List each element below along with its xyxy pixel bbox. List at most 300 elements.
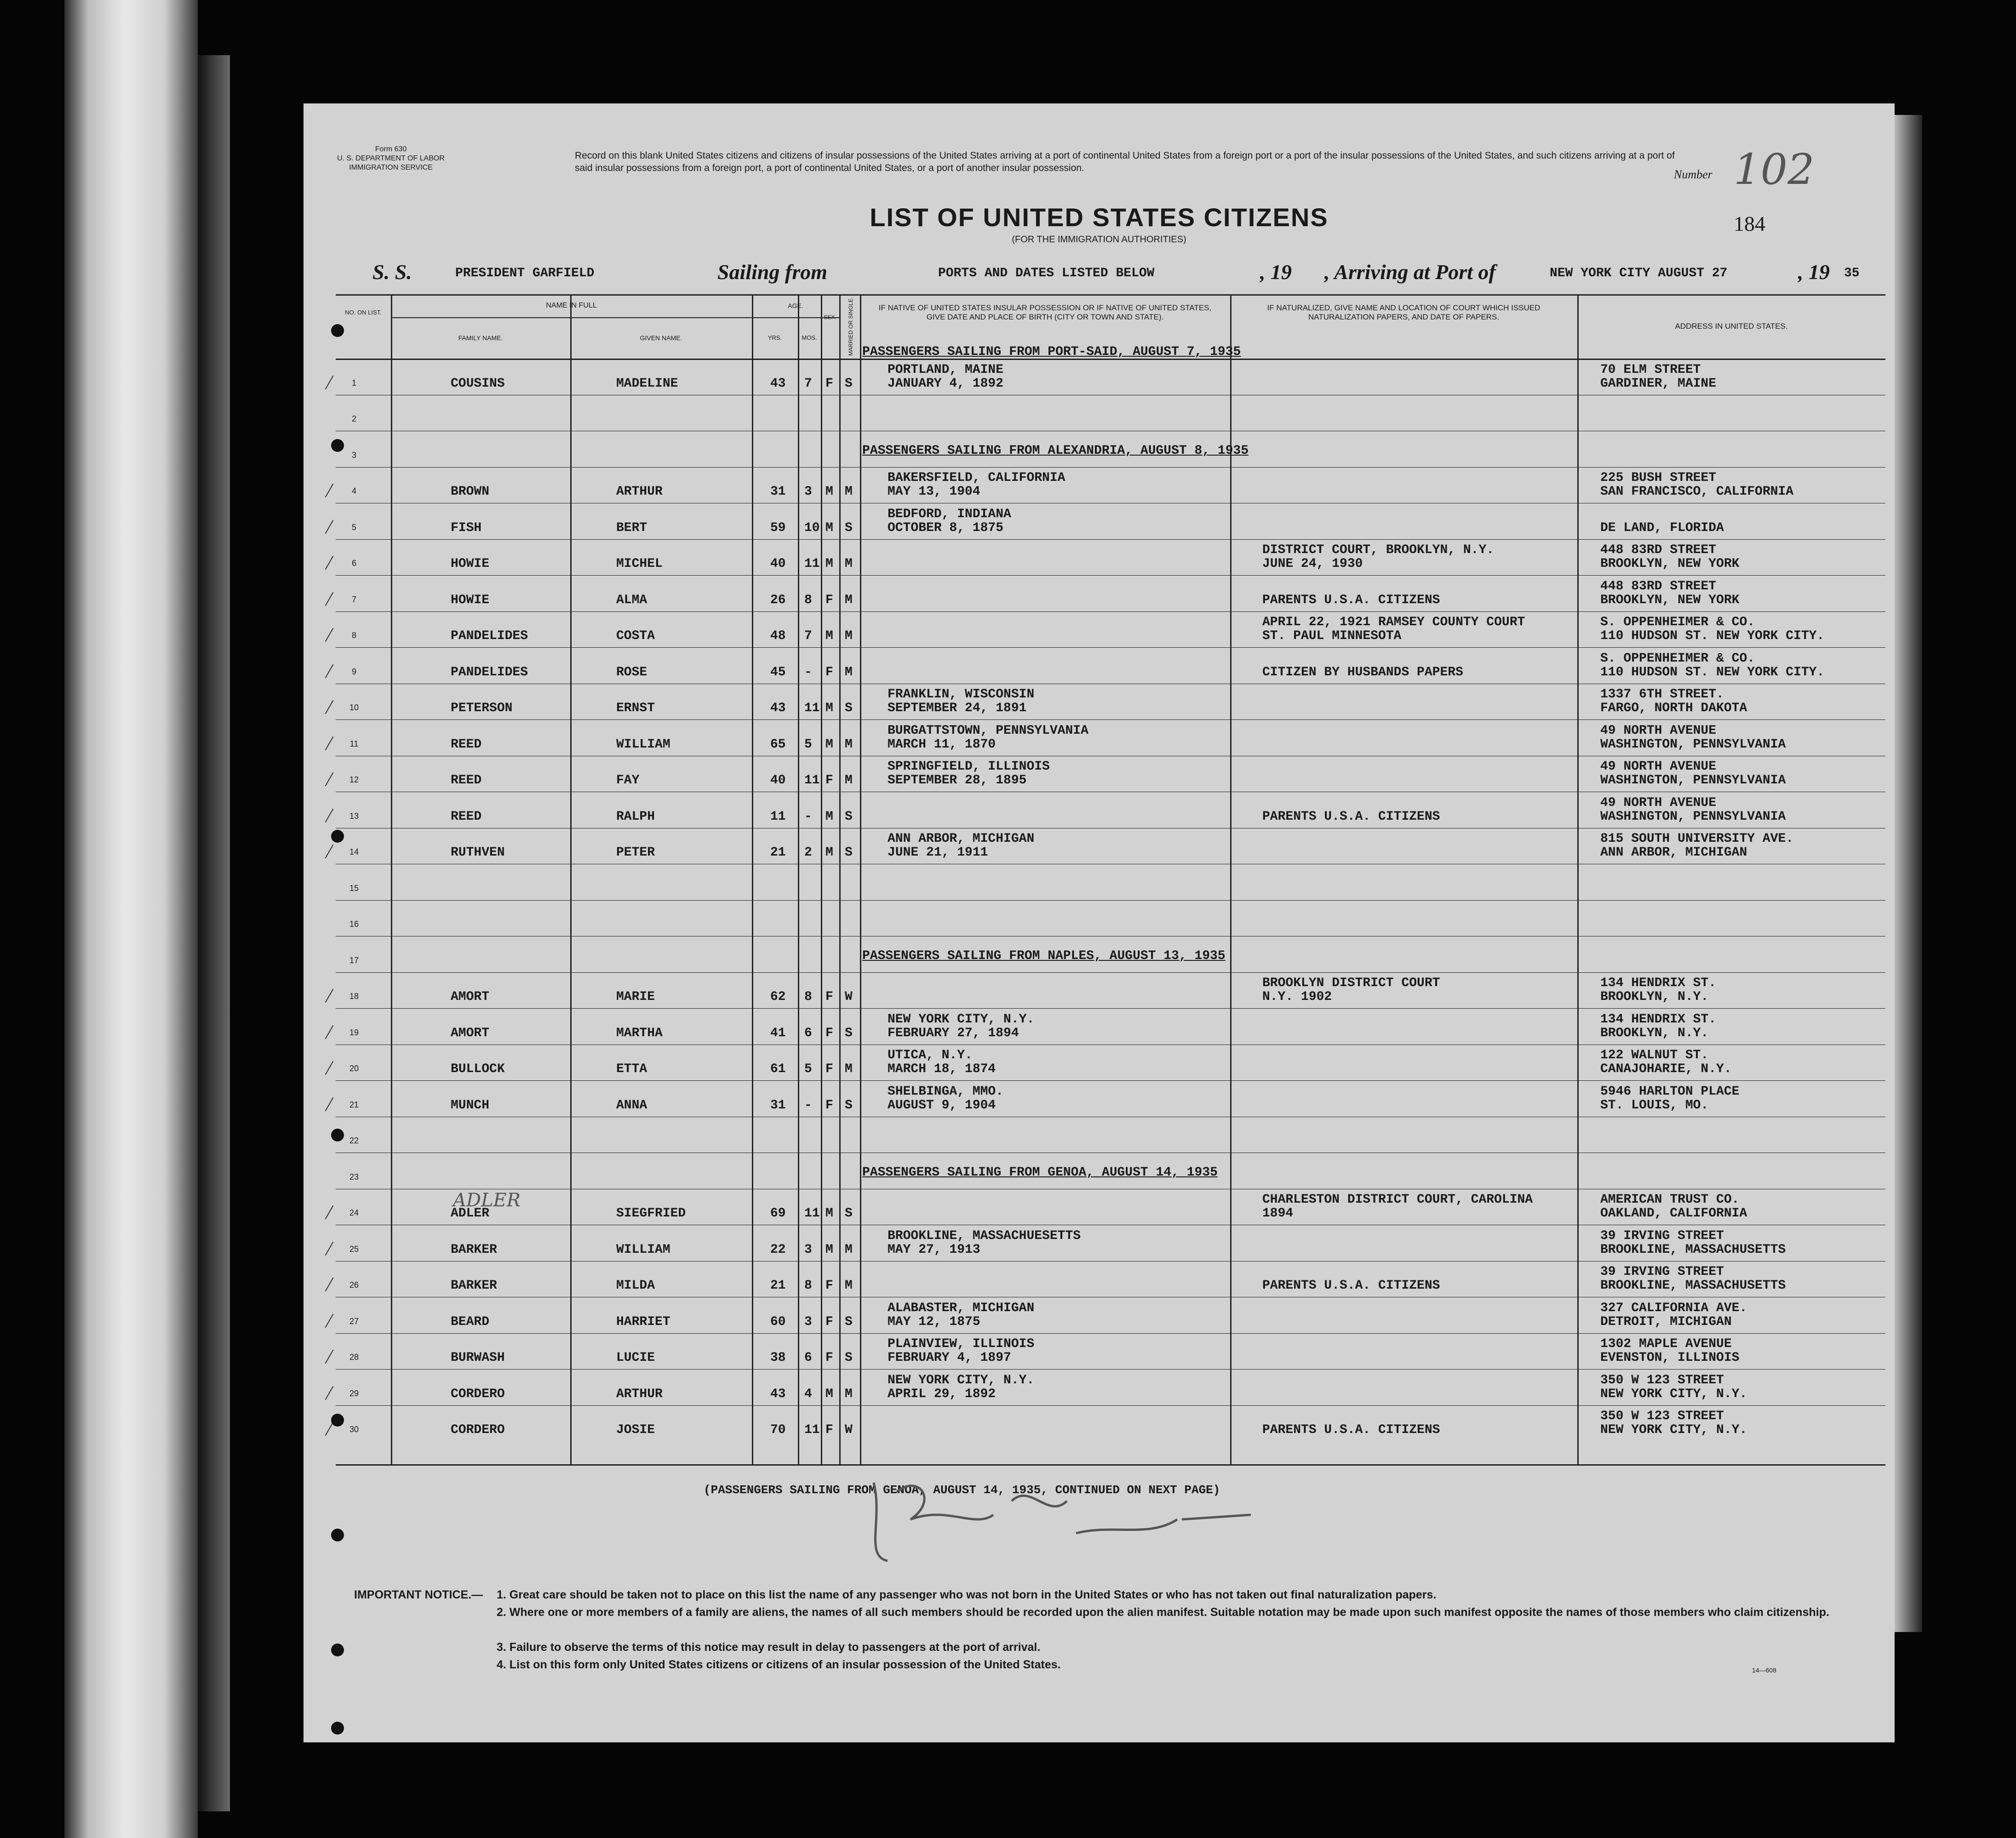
address-line: 350 W 123 STREET	[1600, 1373, 1724, 1387]
row-rule	[336, 972, 1885, 973]
naturalization-info: BROOKLYN DISTRICT COURT	[1262, 976, 1440, 990]
birth-info: ANN ARBOR, MICHIGAN	[888, 832, 1035, 846]
row-rule	[336, 1369, 1885, 1370]
age-months: 6	[804, 1026, 812, 1040]
address-line: WASHINGTON, PENNSYLVANIA	[1600, 809, 1786, 824]
given-name: PETER	[616, 845, 655, 860]
age-years: 40	[770, 557, 786, 571]
sailing-section-header: PASSENGERS SAILING FROM GENOA, AUGUST 14, 1935	[862, 1165, 1218, 1180]
given-name: ERNST	[616, 701, 655, 715]
form-number: Form 630	[375, 145, 407, 153]
marital-status: S	[845, 1314, 853, 1329]
address-line: SAN FRANCISCO, CALIFORNIA	[1600, 485, 1794, 499]
row-number: 23	[349, 1172, 359, 1182]
number-value: 102	[1734, 145, 1815, 194]
address-line: 448 83RD STREET	[1600, 543, 1717, 557]
manifest-page	[304, 103, 1895, 1742]
notice-item-3: 3. Failure to observe the terms of this notice may result in delay to passengers at the port of arrival.	[497, 1641, 1041, 1654]
address-line: 327 CALIFORNIA AVE.	[1600, 1301, 1747, 1315]
sex: F	[825, 1098, 833, 1113]
year-1: , 19	[1260, 260, 1292, 284]
address-line: 49 NORTH AVENUE	[1600, 795, 1717, 810]
age-months: 3	[804, 1242, 812, 1257]
check-mark	[325, 989, 334, 1003]
column-rule	[391, 294, 392, 1464]
sex: F	[825, 773, 833, 788]
age-years: 43	[770, 701, 786, 715]
check-mark	[325, 375, 334, 389]
marital-status: S	[845, 376, 853, 391]
check-mark	[325, 1061, 334, 1075]
birth-info: MARCH 18, 1874	[888, 1062, 996, 1076]
marital-status: M	[845, 557, 853, 571]
address-line: NEW YORK CITY, N.Y.	[1600, 1423, 1747, 1437]
notice-item-2: 2. Where one or more members of a family are aliens, the names of all such members should be recorded upon the alien manifest. Suitable notation may be made upon such manifest opposite the names of those members who claim citizenship.	[497, 1606, 1829, 1619]
row-number: 26	[349, 1280, 359, 1290]
address-line: 39 IRVING STREET	[1600, 1265, 1724, 1279]
family-name: PANDELIDES	[451, 665, 528, 679]
sex: M	[825, 737, 833, 752]
age-years: 69	[770, 1206, 786, 1221]
row-rule	[336, 647, 1885, 648]
birth-info: JUNE 21, 1911	[888, 845, 988, 860]
birth-info: SHELBINGA, MMO.	[888, 1084, 1004, 1099]
page-number: 184	[1734, 212, 1765, 235]
address-line: 225 BUSH STREET	[1600, 471, 1717, 485]
sex: M	[825, 845, 833, 860]
col-no: NO. ON LIST.	[345, 309, 382, 316]
sex: F	[825, 665, 833, 679]
naturalization-info: PARENTS U.S.A. CITIZENS	[1262, 1279, 1440, 1293]
punch-hole	[331, 830, 344, 843]
column-rule	[798, 294, 799, 1464]
age-months: 11	[804, 701, 820, 715]
family-name: PETERSON	[451, 701, 513, 715]
naturalization-info: N.Y. 1902	[1262, 990, 1332, 1004]
age-years: 31	[770, 485, 786, 499]
age-years: 26	[770, 593, 786, 607]
marital-status: W	[845, 1423, 853, 1437]
address-line: 110 HUDSON ST. NEW YORK CITY.	[1600, 629, 1825, 643]
address-line: 1302 MAPLE AVENUE	[1600, 1337, 1732, 1351]
birth-info: AUGUST 9, 1904	[888, 1098, 996, 1113]
column-rule	[1230, 294, 1231, 1464]
year-2-value: 35	[1844, 266, 1860, 280]
check-mark	[325, 1205, 334, 1219]
col-married-single: MARRIED OR SINGLE.	[848, 297, 854, 356]
address-line: S. OPPENHEIMER & CO.	[1600, 651, 1755, 666]
row-number: 13	[349, 811, 359, 821]
family-name: HOWIE	[451, 593, 490, 607]
age-years: 60	[770, 1314, 786, 1329]
sex: M	[825, 520, 833, 535]
address-line: BROOKLYN, N.Y.	[1600, 1026, 1709, 1040]
col-native-birth: IF NATIVE OF UNITED STATES INSULAR POSSESSION OR IF NATIVE OF UNITED STATES, GIVE DATE AND PLACE OF BIRTH (CITY OR TOWN AND STATE).	[878, 303, 1212, 321]
col-address: ADDRESS IN UNITED STATES.	[1675, 322, 1788, 331]
given-name: WILLIAM	[616, 1242, 670, 1257]
birth-info: MARCH 11, 1870	[888, 737, 996, 752]
punch-hole	[331, 324, 344, 337]
continued-note: (PASSENGERS SAILING FROM GENOA, AUGUST 14, 1935, CONTINUED ON NEXT PAGE)	[704, 1483, 1220, 1497]
marital-status: S	[845, 1351, 853, 1365]
age-months: 8	[804, 593, 812, 607]
check-mark	[325, 628, 334, 642]
address-line: ST. LOUIS, MO.	[1600, 1098, 1709, 1113]
age-months: -	[804, 1098, 812, 1113]
row-number: 30	[349, 1425, 359, 1434]
sex: F	[825, 990, 833, 1004]
binder-shadow	[198, 55, 230, 1811]
col-mos: MOS.	[802, 334, 817, 341]
address-line: 350 W 123 STREET	[1600, 1409, 1724, 1423]
row-number: 17	[349, 955, 359, 965]
marital-status: M	[845, 629, 853, 643]
check-mark	[325, 1313, 334, 1327]
birth-info: BEDFORD, INDIANA	[888, 507, 1011, 521]
family-name: BARKER	[451, 1242, 497, 1257]
form-code: 14—608	[1752, 1667, 1776, 1674]
age-months: 5	[804, 1062, 812, 1076]
number-label: Number	[1674, 168, 1712, 181]
birth-info: FEBRUARY 27, 1894	[888, 1026, 1019, 1040]
birth-info: FRANKLIN, WISCONSIN	[888, 687, 1035, 702]
page-title: LIST OF UNITED STATES CITIZENS	[870, 203, 1329, 232]
naturalization-info: DISTRICT COURT, BROOKLYN, N.Y.	[1262, 543, 1495, 557]
age-years: 31	[770, 1098, 786, 1113]
given-name: MARIE	[616, 990, 655, 1004]
row-rule	[336, 719, 1885, 720]
sailing-section-header: PASSENGERS SAILING FROM ALEXANDRIA, AUGUST 8, 1935	[862, 444, 1249, 458]
sex: M	[825, 809, 833, 824]
sex: F	[825, 1314, 833, 1329]
row-number: 6	[351, 559, 356, 568]
row-number: 4	[351, 486, 356, 496]
check-mark	[325, 519, 334, 533]
given-name: ANNA	[616, 1098, 647, 1113]
col-age: AGE.	[788, 302, 803, 309]
row-rule	[336, 1405, 1885, 1406]
age-months: 8	[804, 990, 812, 1004]
birth-info: MAY 13, 1904	[888, 485, 980, 499]
family-name: RUTHVEN	[451, 845, 505, 860]
birth-info: SEPTEMBER 28, 1895	[888, 773, 1027, 788]
sex: F	[825, 1062, 833, 1076]
marital-status: S	[845, 1026, 853, 1040]
naturalization-info: PARENTS U.S.A. CITIZENS	[1262, 593, 1440, 607]
row-number: 8	[351, 631, 356, 640]
address-line: WASHINGTON, PENNSYLVANIA	[1600, 773, 1786, 788]
naturalization-info: PARENTS U.S.A. CITIZENS	[1262, 1423, 1440, 1437]
address-line: BROOKLYN, NEW YORK	[1600, 593, 1740, 607]
age-months: 3	[804, 485, 812, 499]
age-years: 41	[770, 1026, 786, 1040]
row-number: 11	[349, 739, 359, 748]
address-line: DE LAND, FLORIDA	[1600, 520, 1724, 535]
given-name: RALPH	[616, 809, 655, 824]
row-rule	[336, 539, 1885, 540]
address-line: NEW YORK CITY, N.Y.	[1600, 1387, 1747, 1401]
row-number: 28	[349, 1353, 359, 1362]
age-years: 70	[770, 1423, 786, 1437]
family-name: REED	[451, 809, 482, 824]
given-name: ROSE	[616, 665, 647, 679]
birth-info: OCTOBER 8, 1875	[888, 520, 1004, 535]
form-id	[331, 145, 451, 172]
col-yrs: YRS.	[767, 334, 782, 341]
family-name: ADLER	[451, 1206, 490, 1221]
address-line: DETROIT, MICHIGAN	[1600, 1314, 1732, 1329]
family-name: COUSINS	[451, 376, 505, 391]
address-line: BROOKLYN, NEW YORK	[1600, 557, 1740, 571]
marital-status: S	[845, 845, 853, 860]
department: U. S. DEPARTMENT OF LABOR	[337, 154, 445, 162]
family-name: AMORT	[451, 990, 490, 1004]
age-months: 10	[804, 520, 820, 535]
address-line: 815 SOUTH UNIVERSITY AVE.	[1600, 832, 1794, 846]
punch-hole	[331, 1414, 344, 1427]
given-name: COSTA	[616, 629, 655, 643]
row-number: 21	[349, 1100, 359, 1109]
row-rule	[336, 467, 1885, 468]
sex: M	[825, 1206, 833, 1221]
column-rule	[570, 294, 572, 1464]
check-mark	[325, 736, 334, 750]
row-number: 1	[351, 378, 356, 388]
signature	[855, 1464, 1269, 1579]
age-years: 43	[770, 376, 786, 391]
row-rule	[336, 900, 1885, 901]
col-naturalized: IF NATURALIZED, GIVE NAME AND LOCATION OF COURT WHICH ISSUED NATURALIZATION PAPERS, AND DATE OF PAPERS.	[1267, 303, 1541, 321]
given-name: MARTHA	[616, 1026, 663, 1040]
age-years: 11	[770, 809, 786, 824]
sailing-section-header: PASSENGERS SAILING FROM PORT-SAID, AUGUST 7, 1935	[862, 345, 1241, 359]
punch-hole	[331, 1529, 344, 1541]
given-name: ETTA	[616, 1062, 647, 1076]
marital-status: M	[845, 485, 853, 499]
row-number: 16	[349, 919, 359, 929]
address-line: 1337 6TH STREET.	[1600, 687, 1724, 702]
family-name: CORDERO	[451, 1387, 505, 1401]
address-line: AMERICAN TRUST CO.	[1600, 1193, 1740, 1207]
column-rule	[860, 294, 861, 1464]
address-line: BROOKLINE, MASSACHUSETTS	[1600, 1242, 1786, 1257]
family-name: REED	[451, 737, 482, 752]
check-mark	[325, 1241, 334, 1255]
check-mark	[325, 556, 334, 570]
age-months: 7	[804, 376, 812, 391]
row-number: 27	[349, 1316, 359, 1326]
row-number: 24	[349, 1208, 359, 1217]
age-months: 11	[804, 773, 820, 788]
address-line: S. OPPENHEIMER & CO.	[1600, 615, 1755, 629]
col-given: GIVEN NAME.	[640, 334, 682, 342]
address-line: 5946 HARLTON PLACE	[1600, 1084, 1740, 1099]
notice-label: IMPORTANT NOTICE.—	[354, 1588, 483, 1601]
age-months: 8	[804, 1279, 812, 1293]
row-number: 20	[349, 1064, 359, 1073]
age-years: 59	[770, 520, 786, 535]
row-number: 22	[349, 1136, 359, 1145]
naturalization-info: APRIL 22, 1921 RAMSEY COUNTY COURT	[1262, 615, 1525, 629]
address-line: 49 NORTH AVENUE	[1600, 723, 1717, 738]
address-line: 70 ELM STREET	[1600, 362, 1701, 377]
birth-info: BAKERSFIELD, CALIFORNIA	[888, 471, 1065, 485]
check-mark	[325, 484, 334, 497]
given-name: HARRIET	[616, 1314, 670, 1329]
punch-hole	[331, 439, 344, 452]
ship-name: PRESIDENT GARFIELD	[455, 266, 595, 280]
marital-status: S	[845, 1206, 853, 1221]
marital-status: M	[845, 1062, 853, 1076]
check-mark	[325, 1097, 334, 1111]
address-line: BROOKLINE, MASSACHUSETTS	[1600, 1279, 1786, 1293]
port-of-arrival: NEW YORK CITY AUGUST 27	[1550, 266, 1728, 280]
col-family: FAMILY NAME.	[458, 334, 503, 342]
notice-item-1: 1. Great care should be taken not to place on this list the name of any passenger who was not born in the United States or who has not taken out final naturalization papers.	[497, 1588, 1437, 1601]
birth-info: NEW YORK CITY, N.Y.	[888, 1012, 1035, 1027]
address-line: CANAJOHARIE, N.Y.	[1600, 1062, 1732, 1076]
age-years: 22	[770, 1242, 786, 1257]
marital-status: M	[845, 1387, 853, 1401]
check-mark	[325, 808, 334, 822]
address-line: 49 NORTH AVENUE	[1600, 759, 1717, 774]
sex: M	[825, 701, 833, 715]
age-months: 11	[804, 557, 820, 571]
sex: M	[825, 1387, 833, 1401]
table-top-rule	[336, 294, 1885, 296]
sex: F	[825, 1351, 833, 1365]
birth-info: APRIL 29, 1892	[888, 1387, 996, 1401]
next-page-edge	[1895, 115, 1922, 1632]
birth-info: PLAINVIEW, ILLINOIS	[888, 1337, 1035, 1351]
sex: M	[825, 1242, 833, 1257]
birth-info: BURGATTSTOWN, PENNSYLVANIA	[888, 723, 1088, 738]
age-years: 38	[770, 1351, 786, 1365]
address-line: 122 WALNUT ST.	[1600, 1048, 1709, 1062]
marital-status: S	[845, 701, 853, 715]
page-subtitle: (FOR THE IMMIGRATION AUTHORITIES)	[1012, 234, 1186, 245]
check-mark	[325, 1025, 334, 1039]
sex: M	[825, 629, 833, 643]
row-number: 5	[351, 522, 356, 532]
sailing-label: Sailing from	[717, 260, 828, 284]
birth-info: MAY 12, 1875	[888, 1314, 980, 1329]
punch-hole	[331, 1722, 344, 1735]
check-mark	[325, 592, 334, 605]
marital-status: M	[845, 593, 853, 607]
naturalization-info: CHARLESTON DISTRICT COURT, CAROLINA	[1262, 1193, 1533, 1207]
age-months: 3	[804, 1314, 812, 1329]
birth-info: SPRINGFIELD, ILLINOIS	[888, 759, 1050, 774]
marital-status: M	[845, 1242, 853, 1257]
age-months: 11	[804, 1423, 820, 1437]
punch-hole	[331, 1644, 344, 1656]
row-rule	[336, 611, 1885, 612]
check-mark	[325, 1386, 334, 1399]
birth-info: SEPTEMBER 24, 1891	[888, 701, 1027, 715]
marital-status: S	[845, 809, 853, 824]
row-rule	[336, 1008, 1885, 1009]
row-number: 18	[349, 992, 359, 1001]
row-number: 9	[351, 667, 356, 676]
marital-status: M	[845, 1279, 853, 1293]
naturalization-info: ST. PAUL MINNESOTA	[1262, 629, 1402, 643]
birth-info: FEBRUARY 4, 1897	[888, 1351, 1011, 1365]
address-line: 134 HENDRIX ST.	[1600, 976, 1717, 990]
address-line: 110 HUDSON ST. NEW YORK CITY.	[1600, 665, 1825, 679]
age-years: 43	[770, 1387, 786, 1401]
row-number: 25	[349, 1244, 359, 1254]
sex: F	[825, 593, 833, 607]
address-line: WASHINGTON, PENNSYLVANIA	[1600, 737, 1786, 752]
address-line: 134 HENDRIX ST.	[1600, 1012, 1717, 1027]
age-months: 11	[804, 1206, 820, 1221]
sailing-section-header: PASSENGERS SAILING FROM NAPLES, AUGUST 13, 1935	[862, 949, 1226, 963]
age-years: 45	[770, 665, 786, 679]
ss-label: S. S.	[372, 260, 412, 284]
handwritten-correction: ADLER	[453, 1189, 521, 1211]
given-name: ALMA	[616, 593, 647, 607]
given-name: ARTHUR	[616, 485, 663, 499]
given-name: FAY	[616, 773, 640, 788]
given-name: WILLIAM	[616, 737, 670, 752]
address-line: OAKLAND, CALIFORNIA	[1600, 1206, 1747, 1221]
sex: F	[825, 1423, 833, 1437]
naturalization-info: PARENTS U.S.A. CITIZENS	[1262, 809, 1440, 824]
row-number: 19	[349, 1027, 359, 1037]
marital-status: M	[845, 737, 853, 752]
family-name: BARKER	[451, 1279, 497, 1293]
row-rule	[336, 1080, 1885, 1081]
row-number: 2	[351, 414, 356, 423]
col-name-in-full: NAME IN FULL	[546, 302, 597, 309]
birth-info: UTICA, N.Y.	[888, 1048, 973, 1062]
address-line: FARGO, NORTH DAKOTA	[1600, 701, 1747, 715]
binder-strip	[64, 0, 198, 1838]
birth-info: PORTLAND, MAINE	[888, 362, 1004, 377]
family-name: MUNCH	[451, 1098, 490, 1113]
marital-status: S	[845, 520, 853, 535]
family-name: REED	[451, 773, 482, 788]
birth-info: BROOKLINE, MASSACHUESETTS	[888, 1228, 1081, 1243]
sailing-from: PORTS AND DATES LISTED BELOW	[938, 266, 1155, 280]
given-name: JOSIE	[616, 1423, 655, 1437]
marital-status: M	[845, 665, 853, 679]
sex: M	[825, 557, 833, 571]
age-months: 6	[804, 1351, 812, 1365]
marital-status: M	[845, 773, 853, 788]
row-rule	[336, 575, 1885, 576]
birth-info: JANUARY 4, 1892	[888, 376, 1004, 391]
preamble: Record on this blank United States citizens and citizens of insular possessions of the United States arriving at a port of continental United States from a foreign port or a port of the insular possessions of the United States, and such citizens arriving at a port of said insular possessions from a foreign port, a port of continental United States, or a port of another insular possession.	[575, 150, 1675, 173]
family-name: AMORT	[451, 1026, 490, 1040]
voyage-line	[372, 260, 1867, 287]
given-name: MICHEL	[616, 557, 663, 571]
row-number: 29	[349, 1388, 359, 1398]
address-line: 448 83RD STREET	[1600, 579, 1717, 594]
age-years: 61	[770, 1062, 786, 1076]
check-mark	[325, 1278, 334, 1291]
row-number: 3	[351, 450, 356, 460]
age-years: 62	[770, 990, 786, 1004]
age-months: 5	[804, 737, 812, 752]
row-number: 10	[349, 703, 359, 712]
column-rule	[839, 294, 841, 1464]
age-years: 65	[770, 737, 786, 752]
sex: F	[825, 1026, 833, 1040]
family-name: BROWN	[451, 485, 490, 499]
row-number: 12	[349, 775, 359, 784]
